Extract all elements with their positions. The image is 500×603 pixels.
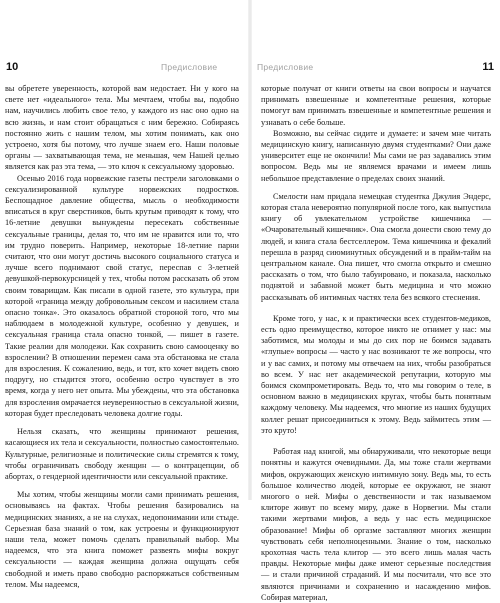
right-paragraph-3: Смелости нам придала немецкая студентка Джулия Эндерс, которая стала невероятно популярной после того, как выпустила книгу об увлекательном устройстве кишечника — «Очаровательный кишечник». Она смогла донести свою тему до людей, и книга стала бестселлером. Тема кишечника и фекалий перешла в разряд сиюминутных обсуждений и в прайм-тайм на центральном канале. Она пишет, что смогла открыто и смешно рассказать о том, что было табуировано, и показала, насколько поднятой и забавной может быть медицина и что можно рассказывать об интимных частях тела без всякого стеснения. [261,191,491,302]
right-page-number: 11 [482,61,494,73]
right-page-header [251,61,494,73]
left-paragraph-1: вы обретете уверенность, которой вам недостает. Ни у кого на свете нет «идеального» тела. Мы мечтаем, чтобы вы, подобно нам, научились любить свое тело, у каждого из нас оно одно на всю жизнь, и нам стоит обращаться с ним бережно. Собираясь постоянно жить с нашим телом, мы хотим понимать, как оно устроено, хотя бы потому, что лучше знаем его. Наши половые органы — захватывающая тема, не меньшая, чем Нашей целью является как раз эта тема, — это ключ к сексуальному здоровью. [5,84,239,172]
right-page-body [261,83,491,602]
left-page-body [5,83,239,589]
left-paragraph-2: Осенью 2016 года норвежские газеты пестрели заголовками о сексуализированной культуре норвежских подростков. Беспощадное давление общества, мысль о необходимости вписаться в круг сверстников, быть крутым приводят к тому, что 16-летние девушки вынуждены пересекать собственные сексуальные границы, делая то, что им не нравится или то, что им трудно поверить. Например, некоторые 18-летние парни считают, что они могут достичь высокого социального статуса и лучше всего поднимают свой статус, переспав с 3-летней девушкой-первокурсницей у тех, чтобы потом рассказать об этом своим товарищам. Как писали в одной газете, это культура, при которой «граница между добровольным сексом и насилием стала опасно тонка». Это оказалось обратной стороной того, что мы наблюдаем в молодежной культуре, особенно у девушек, и сексуальная граница стала опасно тонкой, — пишет в газете. Такие реалии для молодежи. Как сохранить свою самооценку во взрослении? В отношении перемен сама эта обстановка не стала для взросления. К сожалению, ведь, и тот, кто хочет видеть свою подругу, но стыдится этого, особенно остро чувствует в это время, когда у него нет опыта. Мы убеждены, что эта обстановка для взросления омрачается неуверенностью в сексуальной жизни, которая будет преследовать человека долгие годы. [5,173,239,418]
left-paragraph-3: Нельзя сказать, что женщины принимают решения, касающиеся их тела и сексуальности, полностью самостоятельно. Культурные, религиозные и политические силы стремятся к тому, чтобы ограничивать свободу женщин — о контрацепции, об абортах, о гендерной идентичности или сексуальной практике. [5,427,239,481]
right-paragraph-4: Кроме того, у нас, к и практически всех студентов-медиков, есть одно преимущество, которое никто не отнимет у нас: мы заботимся, мы молоды и мы до сих пор не боимся задавать «глупые» вопросы — часто у нас возникают те же вопросы, что и у вас самих, и потому мы отвечаем на них, чтобы разобраться во всем. У нас нет академической репутации, которую мы боимся скомпрометировать. Ведь то, что мы говорим о теле, в основном важно в медицинских кругах, чтобы быть понятным каждому человеку. Мы надеемся, что многие из наших будущих коллег решат присоединиться к этому. Ведь займитесь этим — это круто! [261,313,491,435]
right-paragraph-1: которые получат от книги ответы на свои вопросы и научатся принимать взвешенные и компетентные решения, которые помогут вам принимать взвешенные и компетентные решения и узнавать о себе больше. [261,84,491,127]
left-page-number: 10 [6,61,19,73]
left-paragraph-4: Мы хотим, чтобы женщины могли сами принимать решения, основываясь на фактах. Чтобы решения базировались на медицинских знаниях, а не на слухах, недопонимании или стыде. Серьезная база знаний о том, как устроены и функционируют наши тела, может помочь сделать правильный выбор. Мы надеемся, что эта книга поможет развеять мифы вокруг сексуальности — каждая женщина должна ощущать себя свободной и иметь право свободно распоряжаться собственным телом. Мы надеемся, [5,490,239,589]
left-page [0,0,249,589]
left-running-title: Предисловие [161,62,218,72]
right-running-title: Предисловие [257,62,314,72]
right-page [251,0,500,602]
left-page-header [6,61,249,73]
right-paragraph-2: Возможно, вы сейчас сидите и думаете: и зачем мне читать медицинскую книгу, написанную двумя студентками? Они даже университет еще не окончили! Мы сами не раз задавались этим вопросом. Ведь мы не являемся врачами и имеем лишь небольшое представление о пределах своих знаний. [261,128,491,183]
right-paragraph-5: Работая над книгой, мы обнаруживали, что некоторые вещи понятны и кажутся очевидными. Да, мы тоже стали жертвами мифов, окружающих женскую интимную зону. Ведь мы, то есть большое количество людей, которые ее окружают, не знают многого о ней. Мифы о девственности и так называемом клиторе живут по всему миру, даже в Норвегии. Мы стали такими жертвами мифов, а ведь у нас есть медицинское образование! Мифы об оргазме заставляют многих женщин чувствовать себя неполноценными. Знание о том, насколько крохотная часть тела клитор — это всего лишь малая часть правды. Некоторые мифы даже имеют серьезные последствия — и стали причиной страданий. И мы посчитали, что все это являются причинами и сохранению и насаждению мифов. Собирая материал, [261,447,491,602]
